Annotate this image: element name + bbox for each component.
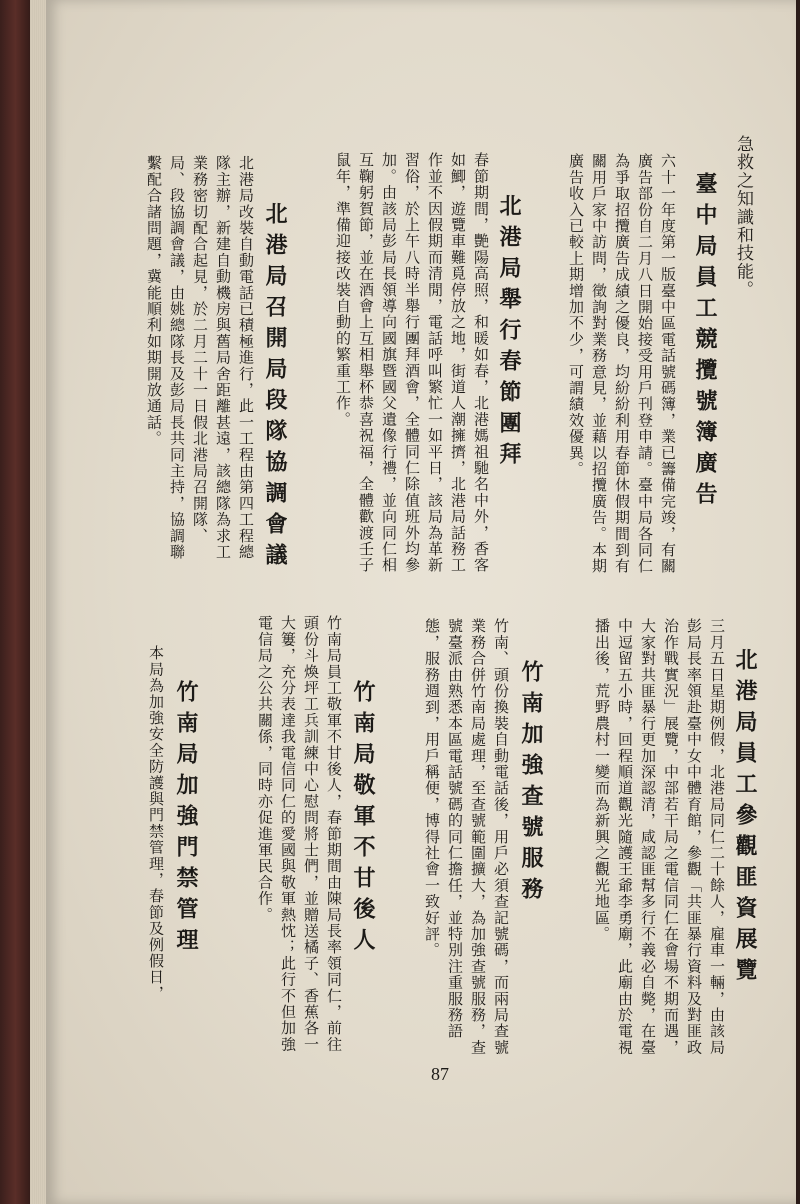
article-title-zhunan-lookup: 竹南加強查號服務 — [518, 660, 544, 908]
article-body-beigang-exhibit: 三月五日星期例假，北港局同仁二十餘人，雇車一輛，由該局彭局長率領赴臺中女中體育館，參觀「共匪暴行資料及對匪政治作戰實況」展覽，中部若干局之電信同仁在會場不期而遇，大家對共匪暴行更加深認清，咸認匪幫多行不義必自斃，在臺中逗留五小時，回程順道觀光隨護王爺李勇廟，此廟由於電視播出後，荒野農村一變而為新興之觀光地區。 — [593, 618, 726, 1056]
article-title-beigang-spring: 北港局舉行春節團拜 — [496, 194, 522, 473]
article-body-zhunan-security: 本局為加強安全防護與門禁管理，春節及例假日， — [147, 645, 165, 1002]
article-body-taichung-ads: 六十一年度第一版臺中區電話號碼簿，業已籌備完竣，有關廣告部份自二月八日開始接受用戶刊登申請。臺中局各同仁為爭取招攬廣告成績之優良，均紛紛利用春節休假期間到有關用戶家中訪問，徵詢對業務意見，並藉以招攬廣告。本期廣告收入已較上期增加不少，可謂績效優異。 — [567, 153, 677, 575]
article-body-beigang-meeting: 北港局改裝自動電話已積極進行，此一工程由第四工程總隊主辦，新建自動機房與舊局舍距離甚遠，該總隊為求工業務密切配合起見，於二月二十一日假北港局召開隊、局、段協調會議，由姚總隊長及彭局長共同主持，協調聯繫配合諸問題，冀能順利如期開放通話。 — [145, 155, 255, 560]
article-title-beigang-exhibit: 北港局員工參觀匪資展覽 — [732, 648, 758, 989]
article-title-zhunan-security: 竹南局加強門禁管理 — [173, 680, 199, 959]
page-number: 87 — [431, 1064, 449, 1084]
article-title-taichung-ads: 臺中局員工競攬號簿廣告 — [692, 172, 718, 513]
continued-text: 急救之知識和技能。 — [733, 135, 753, 299]
article-title-zhunan-military: 竹南局敬軍不甘後人 — [350, 680, 376, 959]
book-page — [46, 0, 796, 1204]
article-body-zhunan-lookup: 竹南、頭份換裝自動電話後，用戶必須查記號碼，而兩局查號業務合併竹南局處理，至查號範圍擴大，為加強查號服務，查號臺派由熟悉本區電話號碼的同仁擔任，並特別注重服務語態，服務週到，用戶稱便，博得社會一致好評。 — [423, 618, 510, 1056]
article-body-zhunan-military: 竹南局員工敬軍不甘後人，春節期間由陳局長率領同仁，前往頭份斗煥坪工兵訓練中心慰問將士們，並贈送橘子、香蕉各一大簍，充分表達我電信同仁的愛國與敬軍熱忱；此行不但加強電信局之公共關係，同時亦促進軍民合作。 — [256, 615, 343, 1053]
article-title-beigang-meeting: 北港局召開局段隊協調會議 — [262, 202, 288, 574]
book-binding — [0, 0, 34, 1204]
article-body-beigang-spring: 春節期間，艷陽高照，和暖如春，北港媽祖馳名中外，香客如鯽，遊覽車難覓停放之地，街道人潮擁擠，北港局話務工作並不因假期而清閒，電話呼叫繁忙一如平日，該局為革新習俗，於上午八時半舉行團拜酒會，全體同仁除值班外均參加。由該局彭局長領導向國旗暨國父遺像行禮，並向同仁相互鞠躬賀節，並在酒會上互相舉杯恭喜祝福，全體歡渡壬子鼠年，準備迎接改裝自動的繁重工作。 — [334, 152, 490, 574]
